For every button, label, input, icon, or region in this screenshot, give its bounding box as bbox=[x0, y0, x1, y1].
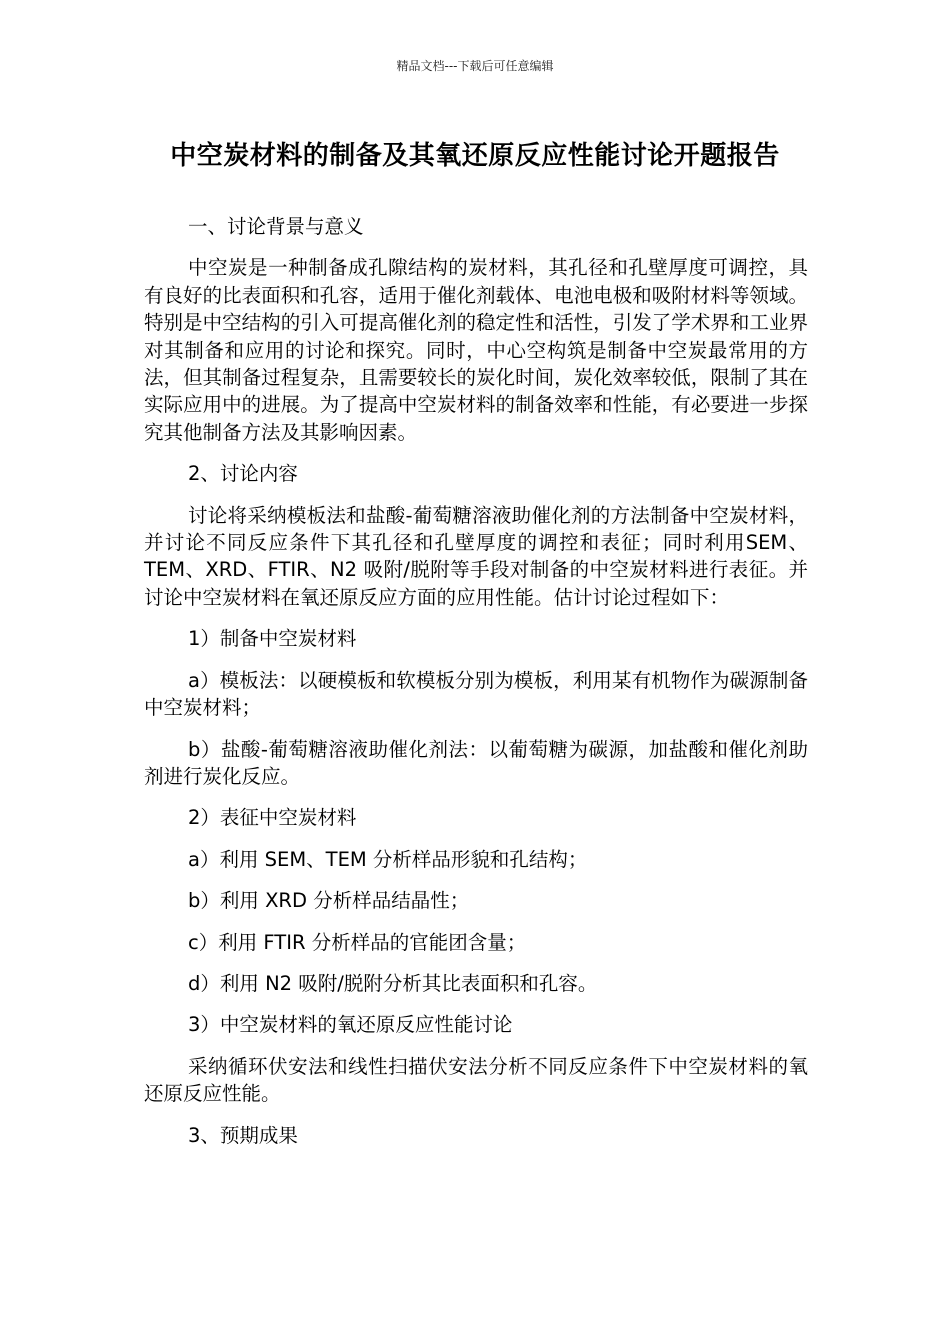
paragraph-orr-method: 采纳循环伏安法和线性扫描伏安法分析不同反应条件下中空炭材料的氧还原反应性能。 bbox=[144, 1054, 808, 1106]
paragraph-content: 讨论将采纳模板法和盐酸-葡萄糖溶液助催化剂的方法制备中空炭材料，并讨论不同反应条件下其孔径和孔壁厚度的调控和表征；同时利用SEM、TEM、XRD、FTIR、N2 吸附/脱附等手段对制备的中空炭材料进行表征。并讨论中空炭材料在氧还原反应方面的应用性能。估计讨论过程如下： bbox=[144, 503, 808, 609]
section-heading-content: 2、讨论内容 bbox=[188, 462, 298, 486]
list-item-hcl-glucose-method: b）盐酸-葡萄糖溶液助催化剂法：以葡萄糖为碳源，加盐酸和催化剂助剂进行炭化反应。 bbox=[144, 737, 808, 788]
document-body bbox=[144, 213, 808, 1163]
list-item-ftir: c）利用 FTIR 分析样品的官能团含量； bbox=[188, 930, 527, 954]
list-item-orr-performance: 3）中空炭材料的氧还原反应性能讨论 bbox=[188, 1013, 513, 1037]
list-item-xrd: b）利用 XRD 分析样品结晶性； bbox=[188, 889, 470, 913]
document-title: 中空炭材料的制备及其氧还原反应性能讨论开题报告 bbox=[170, 141, 780, 171]
list-item-n2: d）利用 N2 吸附/脱附分析其比表面积和孔容。 bbox=[188, 971, 598, 995]
list-item-characterize: 2）表征中空炭材料 bbox=[188, 806, 357, 830]
section-heading-background: 一、讨论背景与意义 bbox=[188, 215, 364, 238]
section-heading-expected-results: 3、预期成果 bbox=[188, 1123, 298, 1147]
list-item-template-method: a）模板法：以硬模板和软模板分别为模板，利用某有机物作为碳源制备中空炭材料； bbox=[144, 668, 808, 720]
paragraph-background: 中空炭是一种制备成孔隙结构的炭材料，其孔径和孔壁厚度可调控，具有良好的比表面积和孔容，适用于催化剂载体、电池电极和吸附材料等领域。特别是中空结构的引入可提高催化剂的稳定性和活性，引发了学术界和工业界对其制备和应用的讨论和探究。同时，中心空构筑是制备中空炭最常用的方法，但其制备过程复杂，且需要较长的炭化时间，炭化效率较低，限制了其在实际应用中的进展。为了提高中空炭材料的制备效率和性能，有必要进一步探究其他制备方法及其影响因素。 bbox=[144, 256, 808, 444]
header-note: 精品文档---下载后可任意编辑 bbox=[396, 59, 554, 73]
list-item-sem-tem: a）利用 SEM、TEM 分析样品形貌和孔结构； bbox=[188, 847, 588, 871]
list-item-prepare: 1）制备中空炭材料 bbox=[188, 627, 357, 651]
